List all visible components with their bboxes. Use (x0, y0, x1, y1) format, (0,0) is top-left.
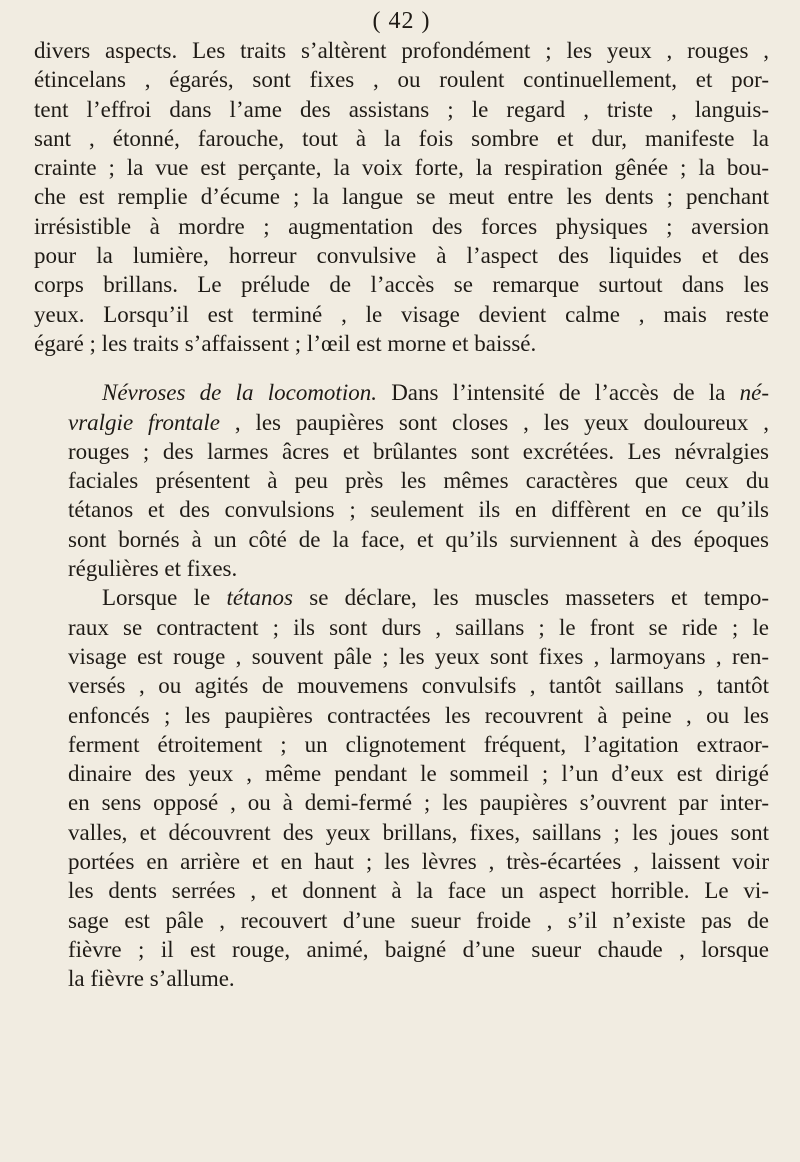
text-line (34, 583, 769, 612)
text-line: sage est pâle , recouvert d’une sueur froide , s’il n’existe pas de (68, 907, 769, 933)
text-line: raux se contractent ; ils sont durs , saillans ; le front se ride ; le (68, 614, 769, 640)
text-run: Lorsque le (102, 585, 227, 611)
page-number: ( 42 ) (372, 8, 431, 34)
text-line: enfoncés ; les paupières contractées les recouvrent à peine , ou les (68, 702, 769, 728)
paragraph-2 (34, 378, 769, 583)
text-line: versés , ou agités de mouvemens convulsifs , tantôt saillans , tantôt (68, 673, 769, 699)
text-line: irrésistible à mordre ; augmentation des forces physiques ; aversion (34, 213, 769, 239)
text-line: ferment étroitement ; un clignotement fréquent, l’agitation extraor- (68, 731, 769, 757)
text-run-italic: né- (739, 380, 769, 406)
text-line (34, 378, 769, 407)
text-line: régulières et fixes. (68, 556, 238, 582)
text-line: divers aspects. Les traits s’altèrent profondément ; les yeux , rouges , (34, 38, 769, 63)
text-run: Dans l’intensité de l’accès de la (376, 380, 740, 406)
text-line: étincelans , égarés, sont fixes , ou roulent continuellement, et por- (34, 67, 769, 93)
section-heading: Névroses de la locomotion. (102, 380, 377, 406)
text-line: les dents serrées , et donnent à la face un aspect horrible. Le vi- (68, 878, 769, 904)
text-line (34, 408, 769, 437)
text-line: rouges ; des larmes âcres et brûlantes sont excrétées. Les névralgies (68, 438, 769, 464)
text-line: visage est rouge , souvent pâle ; les yeux sont fixes , larmoyans , ren- (68, 643, 769, 669)
text-line: che est remplie d’écume ; la langue se meut entre les dents ; penchant (34, 184, 769, 210)
text-line: pour la lumière, horreur convulsive à l’aspect des liquides et des (34, 243, 769, 269)
text-run: se déclare, les muscles masseters et tempo- (292, 585, 769, 611)
text-run-italic: tétanos (226, 585, 293, 611)
text-line: la fièvre s’allume. (68, 966, 235, 992)
text-line: faciales présentent à peu près les mêmes caractères que ceux du (68, 468, 769, 494)
paragraph-1 (34, 36, 769, 358)
text-line: fièvre ; il est rouge, animé, baigné d’une sueur chaude , lorsque (68, 936, 769, 962)
text-line: en sens opposé , ou à demi-fermé ; les paupières s’ouvrent par inter- (68, 790, 769, 816)
text-line: valles, et découvrent des yeux brillans, fixes, saillans ; les joues sont (68, 819, 769, 845)
text-line: égaré ; les traits s’affaissent ; l’œil est morne et baissé. (34, 330, 537, 356)
text-line: tent l’effroi dans l’ame des assistans ; le regard , triste , languis- (34, 96, 769, 122)
text-line: sont bornés à un côté de la face, et qu’ils surviennent à des époques (68, 526, 769, 552)
text-line: dinaire des yeux , même pendant le sommeil ; l’un d’eux est dirigé (68, 761, 769, 787)
text-line: corps brillans. Le prélude de l’accès se remarque surtout dans les (34, 272, 769, 298)
text-run-italic: vralgie frontale (68, 409, 220, 435)
text-line: portées en arrière et en haut ; les lèvres , très-écartées , laissent voir (68, 849, 769, 875)
text-line: sant , étonné, farouche, tout à la fois sombre et dur, manifeste la (34, 125, 769, 151)
paragraph-3 (34, 583, 769, 993)
text-line: tétanos et des convulsions ; seulement ils en diffèrent en ce qu’ils (68, 497, 769, 523)
text-line: crainte ; la vue est perçante, la voix forte, la respiration gênée ; la bou- (34, 155, 769, 181)
text-run: , les paupières sont closes , les yeux douloureux , (219, 409, 769, 435)
text-line: yeux. Lorsqu’il est terminé , le visage devient calme , mais reste (34, 301, 769, 327)
